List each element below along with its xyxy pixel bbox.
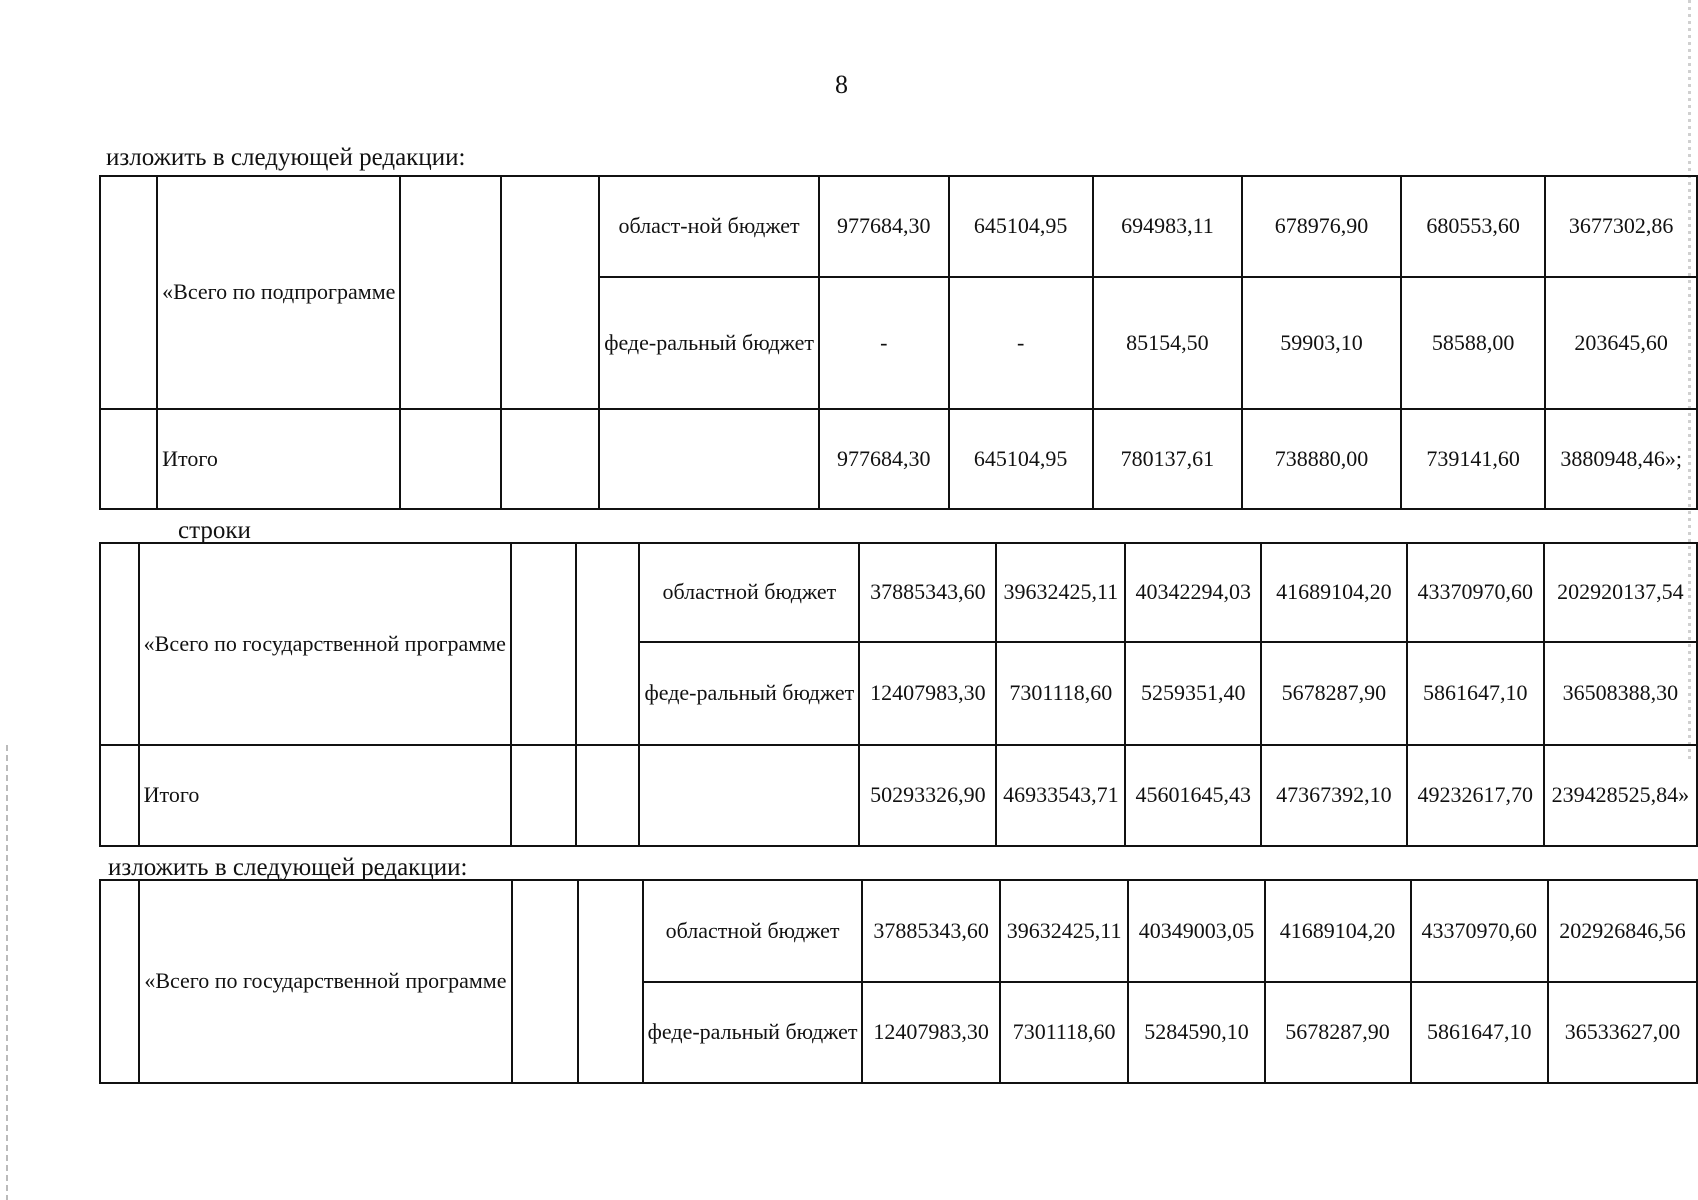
value-cell: 12407983,30 — [862, 982, 999, 1083]
value-cell: 5284590,10 — [1128, 982, 1264, 1083]
value-cell: 12407983,30 — [859, 642, 996, 745]
value-cell: - — [819, 277, 949, 409]
empty-cell — [576, 543, 640, 745]
value-cell: 7301118,60 — [1000, 982, 1129, 1083]
value-cell: 36533627,00 — [1548, 982, 1697, 1083]
row-label: «Всего по подпрограмме — [157, 176, 400, 409]
value-cell: 977684,30 — [819, 176, 949, 277]
total-value: 49232617,70 — [1407, 745, 1544, 846]
table-row-total — [100, 745, 1697, 846]
value-cell: 36508388,30 — [1544, 642, 1697, 745]
value-cell: 39632425,11 — [1000, 880, 1129, 982]
empty-cell — [400, 409, 500, 509]
row-label: «Всего по государственной программе — [139, 880, 511, 1083]
value-cell: 59903,10 — [1242, 277, 1401, 409]
value-cell: 680553,60 — [1401, 176, 1545, 277]
value-cell: 5678287,90 — [1261, 642, 1407, 745]
value-cell: - — [949, 277, 1093, 409]
value-cell: 202920137,54 — [1544, 543, 1697, 642]
scan-edge-left — [6, 745, 8, 1200]
budget-source: областной бюджет — [639, 543, 859, 642]
row-number-cell — [100, 409, 157, 509]
table-row-total — [100, 409, 1697, 509]
value-cell: 678976,90 — [1242, 176, 1401, 277]
budget-source: феде-ральный бюджет — [639, 642, 859, 745]
total-value: 50293326,90 — [859, 745, 996, 846]
total-value: 780137,61 — [1093, 409, 1242, 509]
empty-cell — [400, 176, 500, 409]
value-cell: 5259351,40 — [1125, 642, 1261, 745]
value-cell: 7301118,60 — [996, 642, 1125, 745]
value-cell: 202926846,56 — [1548, 880, 1697, 982]
value-cell: 40342294,03 — [1125, 543, 1261, 642]
row-label: «Всего по государственной программе — [139, 543, 511, 745]
table-row — [100, 543, 1697, 642]
caption-new-edition-2: изложить в следующей редакции: — [108, 854, 468, 881]
empty-cell — [501, 409, 599, 509]
total-value: 45601645,43 — [1125, 745, 1261, 846]
total-value: 645104,95 — [949, 409, 1093, 509]
total-value: 739141,60 — [1401, 409, 1545, 509]
caption-rows: строки — [178, 517, 251, 544]
value-cell: 39632425,11 — [996, 543, 1125, 642]
total-label: Итого — [139, 745, 511, 846]
value-cell: 37885343,60 — [859, 543, 996, 642]
total-value: 46933543,71 — [996, 745, 1125, 846]
value-cell: 645104,95 — [949, 176, 1093, 277]
value-cell: 37885343,60 — [862, 880, 999, 982]
table-subprogram-total — [99, 175, 1698, 510]
value-cell: 43370970,60 — [1407, 543, 1544, 642]
table-row — [100, 176, 1697, 277]
caption-new-edition-1: изложить в следующей редакции: — [106, 144, 466, 171]
empty-cell — [512, 880, 578, 1083]
value-cell: 203645,60 — [1545, 277, 1697, 409]
budget-source: феде-ральный бюджет — [599, 277, 819, 409]
total-value: 3880948,46»; — [1545, 409, 1697, 509]
row-number-cell — [100, 543, 139, 745]
empty-cell — [511, 745, 576, 846]
budget-source: област-ной бюджет — [599, 176, 819, 277]
value-cell: 43370970,60 — [1411, 880, 1548, 982]
value-cell: 5678287,90 — [1265, 982, 1411, 1083]
row-number-cell — [100, 176, 157, 409]
empty-cell — [639, 745, 859, 846]
total-label: Итого — [157, 409, 400, 509]
budget-source: феде-ральный бюджет — [643, 982, 863, 1083]
empty-cell — [501, 176, 599, 409]
value-cell: 5861647,10 — [1411, 982, 1548, 1083]
table-state-program-new — [99, 879, 1698, 1084]
value-cell: 694983,11 — [1093, 176, 1242, 277]
total-value: 977684,30 — [819, 409, 949, 509]
value-cell: 58588,00 — [1401, 277, 1545, 409]
row-number-cell — [100, 745, 139, 846]
budget-source: областной бюджет — [643, 880, 863, 982]
row-number-cell — [100, 880, 139, 1083]
empty-cell — [576, 745, 640, 846]
value-cell: 85154,50 — [1093, 277, 1242, 409]
table-state-program-current — [99, 542, 1698, 847]
value-cell: 5861647,10 — [1407, 642, 1544, 745]
value-cell: 41689104,20 — [1265, 880, 1411, 982]
value-cell: 41689104,20 — [1261, 543, 1407, 642]
page-number: 8 — [835, 70, 848, 99]
empty-cell — [511, 543, 576, 745]
total-value: 738880,00 — [1242, 409, 1401, 509]
total-value: 239428525,84» — [1544, 745, 1697, 846]
value-cell: 3677302,86 — [1545, 176, 1697, 277]
table-row — [100, 880, 1697, 982]
empty-cell — [578, 880, 643, 1083]
total-value: 47367392,10 — [1261, 745, 1407, 846]
value-cell: 40349003,05 — [1128, 880, 1264, 982]
empty-cell — [599, 409, 819, 509]
